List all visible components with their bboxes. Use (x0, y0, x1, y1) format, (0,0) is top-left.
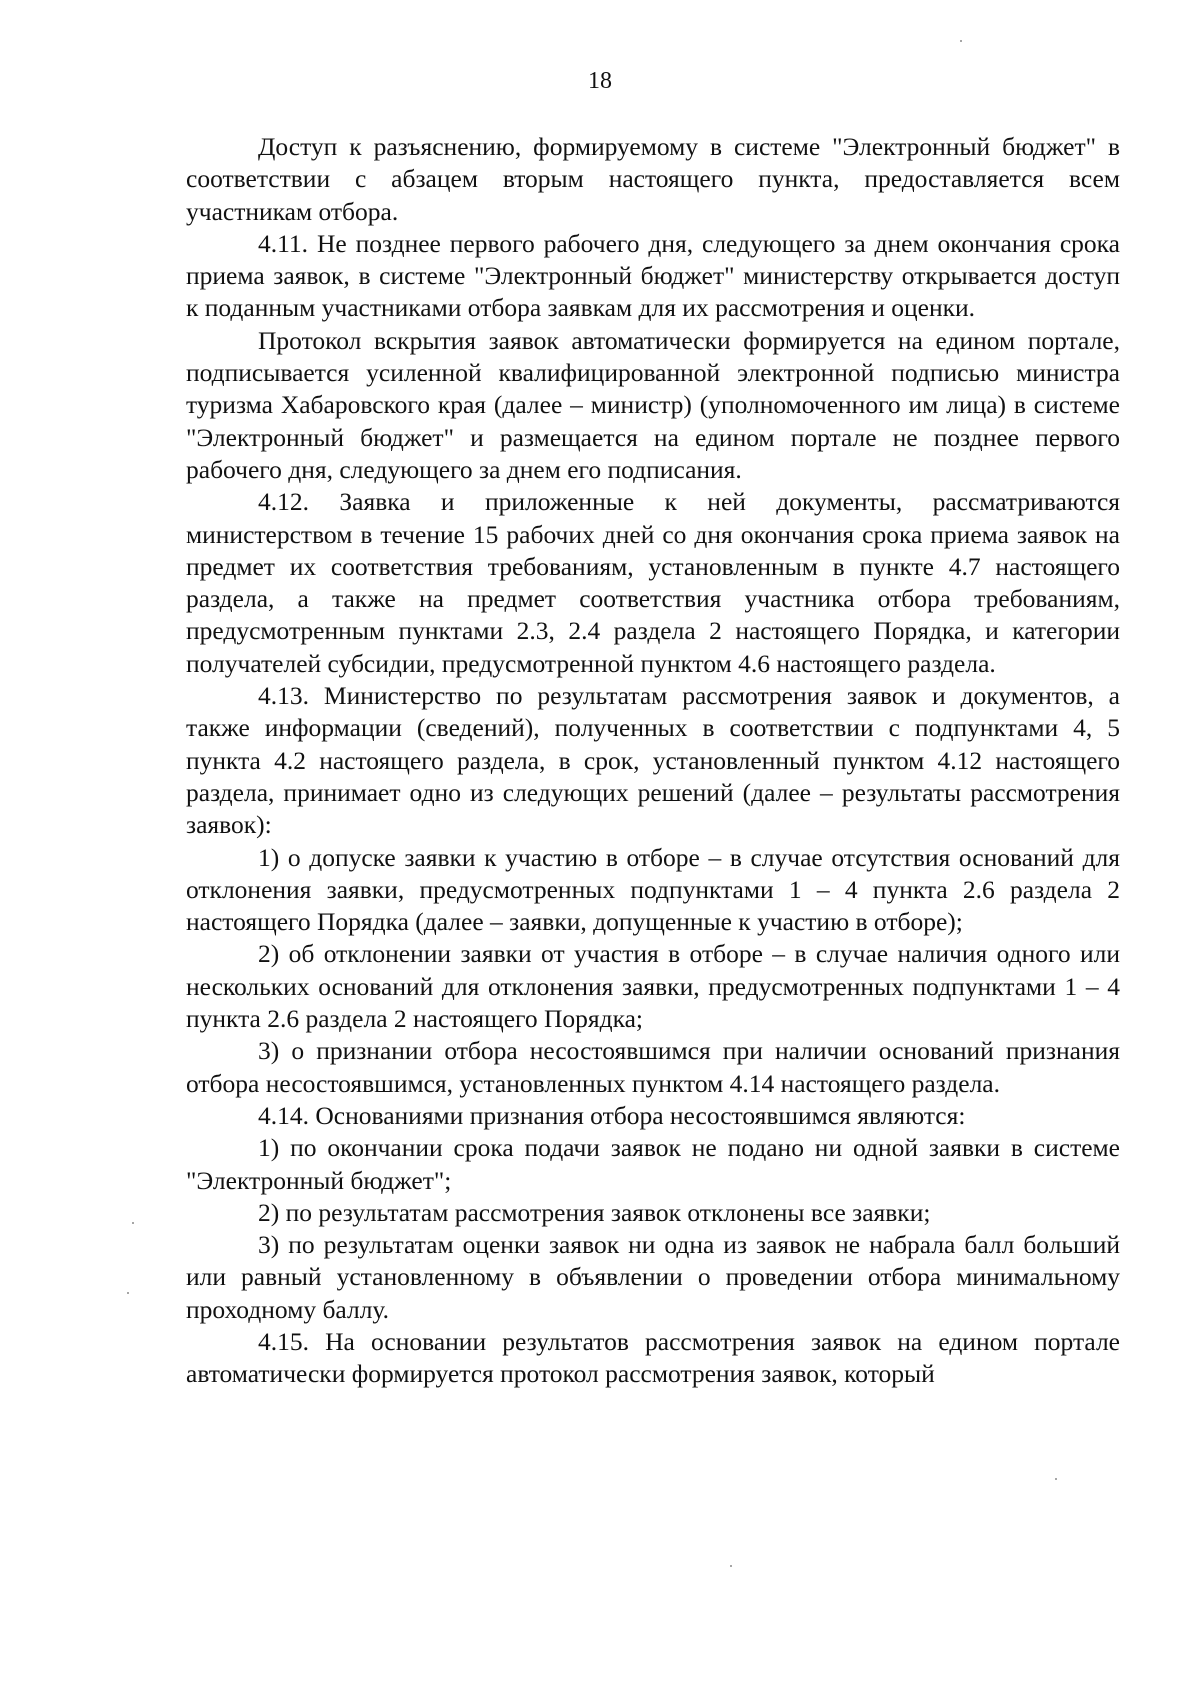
page-number: 18 (588, 68, 612, 94)
paragraph-4-13: 4.13. Министерство по результатам рассмотрения заявок и документов, а также информации (сведений), полученных в соответствии с подпунктами 4, 5 пункта 4.2 настоящего раздела, в срок, установленный пунктом 4.12 настоящего раздела, принимает одно из следующих решений (далее – результаты рассмотрения заявок): (186, 681, 1120, 840)
paragraph-clarification-access: Доступ к разъяснению, формируемому в системе "Электронный бюджет" в соответствии с абзацем вторым настоящего пункта, предоставляется всем участникам отбора. (186, 132, 1120, 226)
paragraph-4-13-item-2: 2) об отклонении заявки от участия в отборе – в случае наличия одного или нескольких оснований для отклонения заявки, предусмотренных подпунктами 1 – 4 пункта 2.6 раздела 2 настоящего Порядка; (186, 939, 1120, 1034)
document-body (186, 131, 1120, 1391)
scan-speck (127, 1292, 129, 1294)
paragraph-4-14-item-1: 1) по окончании срока подачи заявок не подано ни одной заявки в системе "Электронный бюджет"; (186, 1133, 1120, 1195)
paragraph-4-12: 4.12. Заявка и приложенные к ней документы, рассматриваются министерством в течение 15 рабочих дней со дня окончания срока приема заявок на предмет их соответствия требованиям, установленным в пункте 4.7 настоящего раздела, а также на предмет соответствия участника отбора требованиям, предусмотренным пунктами 2.3, 2.4 раздела 2 настоящего Порядка, и категории получателей субсидии, предусмотренной пунктом 4.6 настоящего раздела. (186, 487, 1120, 678)
paragraph-4-15: 4.15. На основании результатов рассмотрения заявок на едином портале автоматически формируется протокол рассмотрения заявок, который (186, 1326, 1120, 1389)
paragraph-4-14: 4.14. Основаниями признания отбора несостоявшимся являются: (258, 1100, 966, 1130)
paragraph-4-14-item-3: 3) по результатам оценки заявок ни одна из заявок не набрала балл больший или равный установленному в объявлении о проведении отбора минимальному проходному баллу. (186, 1230, 1120, 1324)
scan-speck (730, 1565, 732, 1567)
paragraph-4-14-item-2: 2) по результатам рассмотрения заявок отклонены все заявки; (258, 1197, 931, 1227)
paragraph-4-13-item-3: 3) о признании отбора несостоявшимся при наличии оснований признания отбора несостоявшимся, установленных пунктом 4.14 настоящего раздела. (186, 1036, 1120, 1098)
scan-speck (960, 40, 962, 42)
scan-speck (1055, 1478, 1057, 1480)
paragraph-4-11: 4.11. Не позднее первого рабочего дня, следующего за днем окончания срока приема заявок, в системе "Электронный бюджет" министерству открывается доступ к поданным участниками отбора заявкам для их рассмотрения и оценки. (186, 228, 1120, 323)
paragraph-opening-protocol: Протокол вскрытия заявок автоматически формируется на едином портале, подписывается усиленной квалифицированной электронной подписью министра туризма Хабаровского края (далее – министр) (уполномоченного им лица) в системе "Электронный бюджет" и размещается на едином портале не позднее первого рабочего дня, следующего за днем его подписания. (186, 325, 1120, 484)
paragraph-4-13-item-1: 1) о допуске заявки к участию в отборе – в случае отсутствия оснований для отклонения заявки, предусмотренных подпунктами 1 – 4 пункта 2.6 раздела 2 настоящего Порядка (далее – заявки, допущенные к участию в отборе); (186, 842, 1120, 937)
scan-speck (132, 1222, 134, 1224)
